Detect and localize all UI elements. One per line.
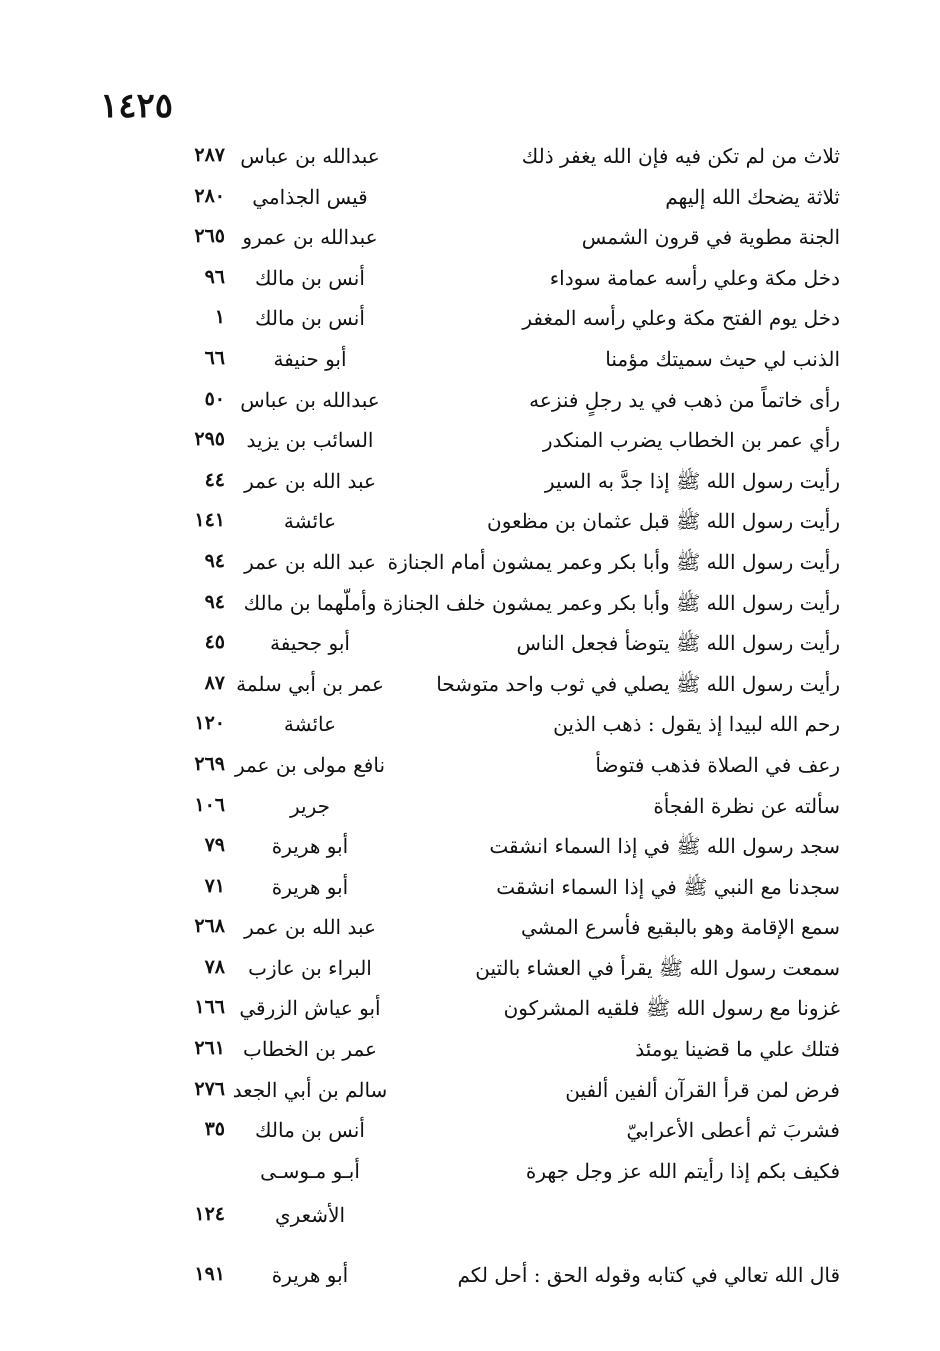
- hadith-text: فشربَ ثم أعطى الأعرابيّ: [626, 1118, 840, 1143]
- index-entry: [130, 221, 850, 262]
- hadith-text: دخل مكة وعلي رأسه عمامة سوداء: [549, 265, 840, 290]
- page-reference: ٢٩٥: [194, 428, 225, 451]
- page-reference: ٢٦٩: [194, 752, 225, 775]
- index-entry: [130, 708, 850, 749]
- hadith-text: رأي عمر بن الخطاب يضرب المنكدر: [542, 428, 840, 453]
- index-entry: [130, 911, 850, 952]
- hadith-text: سمع الإقامة وهو بالبقيع فأسرع المشي: [520, 915, 840, 940]
- hadith-text: الجنة مطوية في قرون الشمس: [581, 225, 840, 250]
- page-reference: ٢٨٠: [194, 184, 225, 207]
- page-reference: ٩٦: [204, 265, 225, 288]
- page-reference: ٢٦٥: [194, 225, 225, 248]
- index-entry: [130, 790, 850, 831]
- hadith-text: فكيف بكم إذا رأيتم الله عز وجل جهرة: [525, 1158, 840, 1183]
- index-entry: [130, 668, 850, 709]
- page-reference: ٢٦١: [194, 1037, 225, 1060]
- index-entry: [130, 465, 850, 506]
- hadith-text: سمعت رسول الله ﷺ يقرأ في العشاء بالتين: [475, 955, 840, 980]
- page-reference: ٢٦٨: [194, 915, 225, 938]
- page-reference: ٩٤: [204, 549, 225, 572]
- hadith-text: ثلاثة يضحك الله إليهم: [665, 184, 840, 209]
- narrator-name: قيس الجذامي: [252, 184, 368, 209]
- page-reference: ١٠٦: [194, 793, 225, 816]
- hadith-text: رأيت رسول الله ﷺ وأبا بكر وعمر يمشون خلف الجنازة وأملّهما بن مالك: [243, 590, 840, 615]
- index-entry: [130, 1074, 850, 1115]
- index-entry: [130, 587, 850, 628]
- index-entry: [130, 1033, 850, 1074]
- page-reference: ٥٠: [204, 387, 225, 410]
- index-entry: [130, 1114, 850, 1155]
- index-entry: [130, 262, 850, 303]
- narrator-name: عائشة: [283, 509, 337, 534]
- index-entry: [130, 546, 850, 587]
- index-entry: [130, 505, 850, 546]
- narrator-name: عبدالله بن عمرو: [242, 225, 378, 250]
- index-entry: [130, 871, 850, 912]
- page-reference: ٣٥: [204, 1118, 225, 1141]
- index-entry: [130, 302, 850, 343]
- narrator-name: أبو هريرة: [271, 874, 349, 899]
- narrator-name: أنس بن مالك: [255, 1118, 365, 1143]
- index-list: [130, 140, 850, 1299]
- page-reference: ٢٨٧: [194, 144, 225, 166]
- page-reference: ٧٩: [204, 834, 225, 857]
- narrator-name: عبدالله بن عباس: [240, 387, 380, 412]
- section-gap: [130, 1241, 850, 1259]
- hadith-text: فتلك علي ما قضينا يومئذ: [635, 1037, 840, 1062]
- narrator-name: أنس بن مالك: [255, 306, 365, 331]
- hadith-text: قال الله تعالي في كتابه وقوله الحق : أحل لكم: [457, 1262, 840, 1287]
- page-reference: ٧٨: [204, 955, 225, 978]
- narrator-name: البراء بن عازب: [248, 955, 372, 980]
- narrator-name: جرير: [290, 793, 330, 818]
- page-reference: ١٩١: [194, 1262, 225, 1285]
- hadith-text: سألته عن نظرة الفجأة: [653, 793, 840, 818]
- index-entry: [130, 992, 850, 1033]
- hadith-text: رأيت رسول الله ﷺ قبل عثمان بن مظعون: [487, 509, 840, 534]
- narrator-name: نافع مولى بن عمر: [234, 752, 386, 777]
- narrator-name: أبو جحيفة: [270, 631, 350, 656]
- index-entry: [130, 830, 850, 871]
- narrator-name: السائب بن يزيد: [246, 428, 374, 453]
- narrator-name: أبو هريرة: [271, 834, 349, 859]
- index-entry: [130, 1259, 850, 1300]
- narrator-name: أبو هريرة: [271, 1262, 349, 1287]
- narrator-name: عمر بن الخطاب: [243, 1037, 377, 1062]
- narrator-name: عبد الله بن عمر: [244, 549, 376, 574]
- index-entry: [130, 181, 850, 222]
- page-reference: ٩٤: [204, 590, 225, 613]
- index-entry: [130, 343, 850, 384]
- hadith-text: ثلاث من لم تكن فيه فإن الله يغفر ذلك: [521, 144, 840, 168]
- hadith-text: دخل يوم الفتح مكة وعلي رأسه المغفر: [522, 306, 840, 331]
- page-reference: ٧١: [204, 874, 225, 897]
- narrator-name: سالم بن أبي الجعد: [232, 1077, 388, 1102]
- narrator-name: عبد الله بن عمر: [244, 915, 376, 940]
- index-entry: [130, 384, 850, 425]
- narrator-name: عمر بن أبي سلمة: [236, 671, 384, 696]
- hadith-text: رحم الله لبيدا إذ يقول : ذهب الذين: [553, 712, 840, 737]
- page-reference: ١٦٦: [194, 996, 225, 1019]
- narrator-name: أبو عياش الزرقي: [239, 996, 381, 1021]
- hadith-text: سجدنا مع النبي ﷺ في إذا السماء انشقت: [496, 874, 840, 899]
- index-entry: [130, 749, 850, 790]
- narrator-name: أبـو مـوسـى: [260, 1158, 360, 1183]
- hadith-text: الذنب لي حيث سميتك مؤمنا: [605, 346, 840, 371]
- page-reference: ١٢٤: [194, 1202, 225, 1225]
- index-entry: [130, 627, 850, 668]
- narrator-name: عبدالله بن عباس: [240, 144, 380, 168]
- hadith-text: رأيت رسول الله ﷺ يتوضأ فجعل الناس: [516, 631, 840, 656]
- hadith-text: رعف في الصلاة فذهب فتوضأ: [595, 752, 840, 777]
- page-number: ١٤٢٥: [100, 86, 174, 126]
- narrator-name: عائشة: [283, 712, 337, 737]
- hadith-text: رأيت رسول الله ﷺ وأبا بكر وعمر يمشون أمام الجنازة: [387, 549, 840, 574]
- hadith-text: رأيت رسول الله ﷺ إذا جدَّ به السير: [544, 468, 840, 493]
- index-entry: [130, 1155, 850, 1241]
- narrator-name-continued: الأشعري: [274, 1202, 346, 1227]
- index-entry: [130, 952, 850, 993]
- page-reference: ٦٦: [204, 346, 225, 369]
- index-entry: [130, 140, 850, 181]
- narrator-name: عبد الله بن عمر: [244, 468, 376, 493]
- page-reference: ٤٥: [204, 631, 225, 654]
- page-reference: ٢٧٦: [194, 1077, 225, 1100]
- page-reference: ٤٤: [204, 468, 225, 491]
- hadith-text: رأيت رسول الله ﷺ يصلي في ثوب واحد متوشحا: [436, 671, 840, 696]
- narrator-name: أبو حنيفة: [273, 346, 347, 371]
- hadith-text: سجد رسول الله ﷺ في إذا السماء انشقت: [489, 834, 840, 859]
- hadith-text: فرض لمن قرأ القرآن ألفين ألفين: [565, 1077, 840, 1102]
- hadith-text: رأى خاتماً من ذهب في يد رجلٍ فنزعه: [529, 387, 840, 412]
- page-reference: ١٢٠: [194, 712, 225, 735]
- page-reference: ١: [214, 306, 225, 329]
- hadith-text: غزونا مع رسول الله ﷺ فلقيه المشركون: [503, 996, 840, 1021]
- page-reference: ١٤١: [194, 509, 225, 532]
- index-entry: [130, 424, 850, 465]
- narrator-name: أنس بن مالك: [255, 265, 365, 290]
- page-reference: ٨٧: [204, 671, 225, 694]
